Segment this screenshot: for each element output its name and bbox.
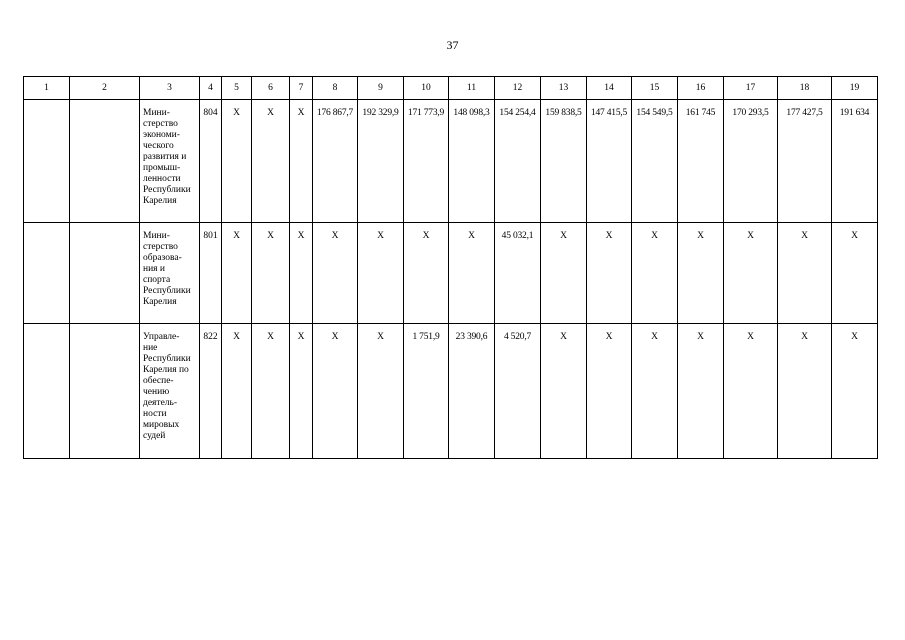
organization-line: экономи- [143, 130, 180, 140]
column-header: 5 [222, 77, 252, 100]
column-header: 4 [200, 77, 222, 100]
value-cell: X [313, 223, 358, 324]
organization-line: Республики [143, 354, 191, 364]
table-cell [24, 324, 70, 459]
value-cell: 45 032,1 [495, 223, 541, 324]
value-cell: X [290, 324, 313, 459]
organization-cell [140, 100, 200, 223]
value-cell: X [632, 324, 678, 459]
value-cell: 191 634 [832, 100, 878, 223]
table-cell [24, 100, 70, 223]
value-cell: 154 254,4 [495, 100, 541, 223]
value-cell: X [832, 223, 878, 324]
column-header: 17 [724, 77, 778, 100]
column-header: 19 [832, 77, 878, 100]
organization-line: стерство [143, 119, 178, 129]
organization-line: ности [143, 409, 167, 419]
organization-line: образова- [143, 253, 182, 263]
value-cell: 1 751,9 [404, 324, 449, 459]
column-header: 6 [252, 77, 290, 100]
organization-line: чению [143, 387, 170, 397]
value-cell: X [678, 223, 724, 324]
organization-line: ние [143, 343, 158, 353]
organization-line: Республики [143, 185, 191, 195]
organization-cell [140, 223, 200, 324]
value-cell: X [222, 223, 252, 324]
value-cell: X [358, 324, 404, 459]
value-cell: X [404, 223, 449, 324]
value-cell: 154 549,5 [632, 100, 678, 223]
value-cell: X [449, 223, 495, 324]
table-cell [70, 324, 140, 459]
value-cell: X [541, 223, 587, 324]
value-cell: X [290, 100, 313, 223]
value-cell: 170 293,5 [724, 100, 778, 223]
organization-line: деятель- [143, 398, 178, 408]
code-cell: 822 [200, 324, 222, 459]
table-cell [24, 223, 70, 324]
column-header: 13 [541, 77, 587, 100]
table-row [24, 324, 878, 459]
column-header: 8 [313, 77, 358, 100]
organization-line: Карелия [143, 196, 177, 206]
column-header: 9 [358, 77, 404, 100]
value-cell: 23 390,6 [449, 324, 495, 459]
value-cell: X [222, 324, 252, 459]
organization-line: обеспе- [143, 376, 174, 386]
budget-table [23, 76, 878, 459]
code-cell: 801 [200, 223, 222, 324]
value-cell: X [678, 324, 724, 459]
organization-line: ния и [143, 264, 165, 274]
organization-line: Мини- [143, 231, 170, 241]
value-cell: X [724, 324, 778, 459]
organization-line: ческого [143, 141, 174, 151]
column-header: 14 [587, 77, 632, 100]
value-cell: 177 427,5 [778, 100, 832, 223]
organization-line: ленности [143, 174, 181, 184]
column-header: 2 [70, 77, 140, 100]
table-cell [70, 100, 140, 223]
value-cell: 161 745 [678, 100, 724, 223]
value-cell: X [358, 223, 404, 324]
column-header: 16 [678, 77, 724, 100]
value-cell: 192 329,9 [358, 100, 404, 223]
page-number: 37 [446, 38, 459, 52]
value-cell: X [778, 324, 832, 459]
value-cell: X [724, 223, 778, 324]
organization-line: Карелия [143, 297, 177, 307]
value-cell: 176 867,7 [313, 100, 358, 223]
table-row [24, 223, 878, 324]
organization-line: мировых [143, 420, 180, 430]
column-header: 18 [778, 77, 832, 100]
value-cell: 148 098,3 [449, 100, 495, 223]
column-header: 1 [24, 77, 70, 100]
value-cell: X [832, 324, 878, 459]
table-cell [70, 223, 140, 324]
table-row [24, 100, 878, 223]
value-cell: 4 520,7 [495, 324, 541, 459]
organization-line: стерство [143, 242, 178, 252]
value-cell: X [290, 223, 313, 324]
column-header: 12 [495, 77, 541, 100]
column-header: 15 [632, 77, 678, 100]
value-cell: X [313, 324, 358, 459]
code-cell: 804 [200, 100, 222, 223]
organization-line: Карелия по [143, 365, 189, 375]
header-row [24, 77, 878, 100]
column-header: 11 [449, 77, 495, 100]
organization-line: развития и [143, 152, 187, 162]
organization-line: судей [143, 431, 166, 441]
value-cell: X [541, 324, 587, 459]
organization-line: промыш- [143, 163, 181, 173]
column-header: 3 [140, 77, 200, 100]
value-cell: X [778, 223, 832, 324]
organization-cell [140, 324, 200, 459]
value-cell: X [587, 324, 632, 459]
value-cell: X [252, 223, 290, 324]
value-cell: X [222, 100, 252, 223]
value-cell: X [587, 223, 632, 324]
value-cell: X [632, 223, 678, 324]
organization-line: Управле- [143, 332, 180, 342]
organization-line: спорта [143, 275, 171, 285]
organization-line: Республики [143, 286, 191, 296]
value-cell: 171 773,9 [404, 100, 449, 223]
value-cell: 159 838,5 [541, 100, 587, 223]
column-header: 10 [404, 77, 449, 100]
value-cell: 147 415,5 [587, 100, 632, 223]
value-cell: X [252, 100, 290, 223]
organization-line: Мини- [143, 108, 170, 118]
value-cell: X [252, 324, 290, 459]
column-header: 7 [290, 77, 313, 100]
